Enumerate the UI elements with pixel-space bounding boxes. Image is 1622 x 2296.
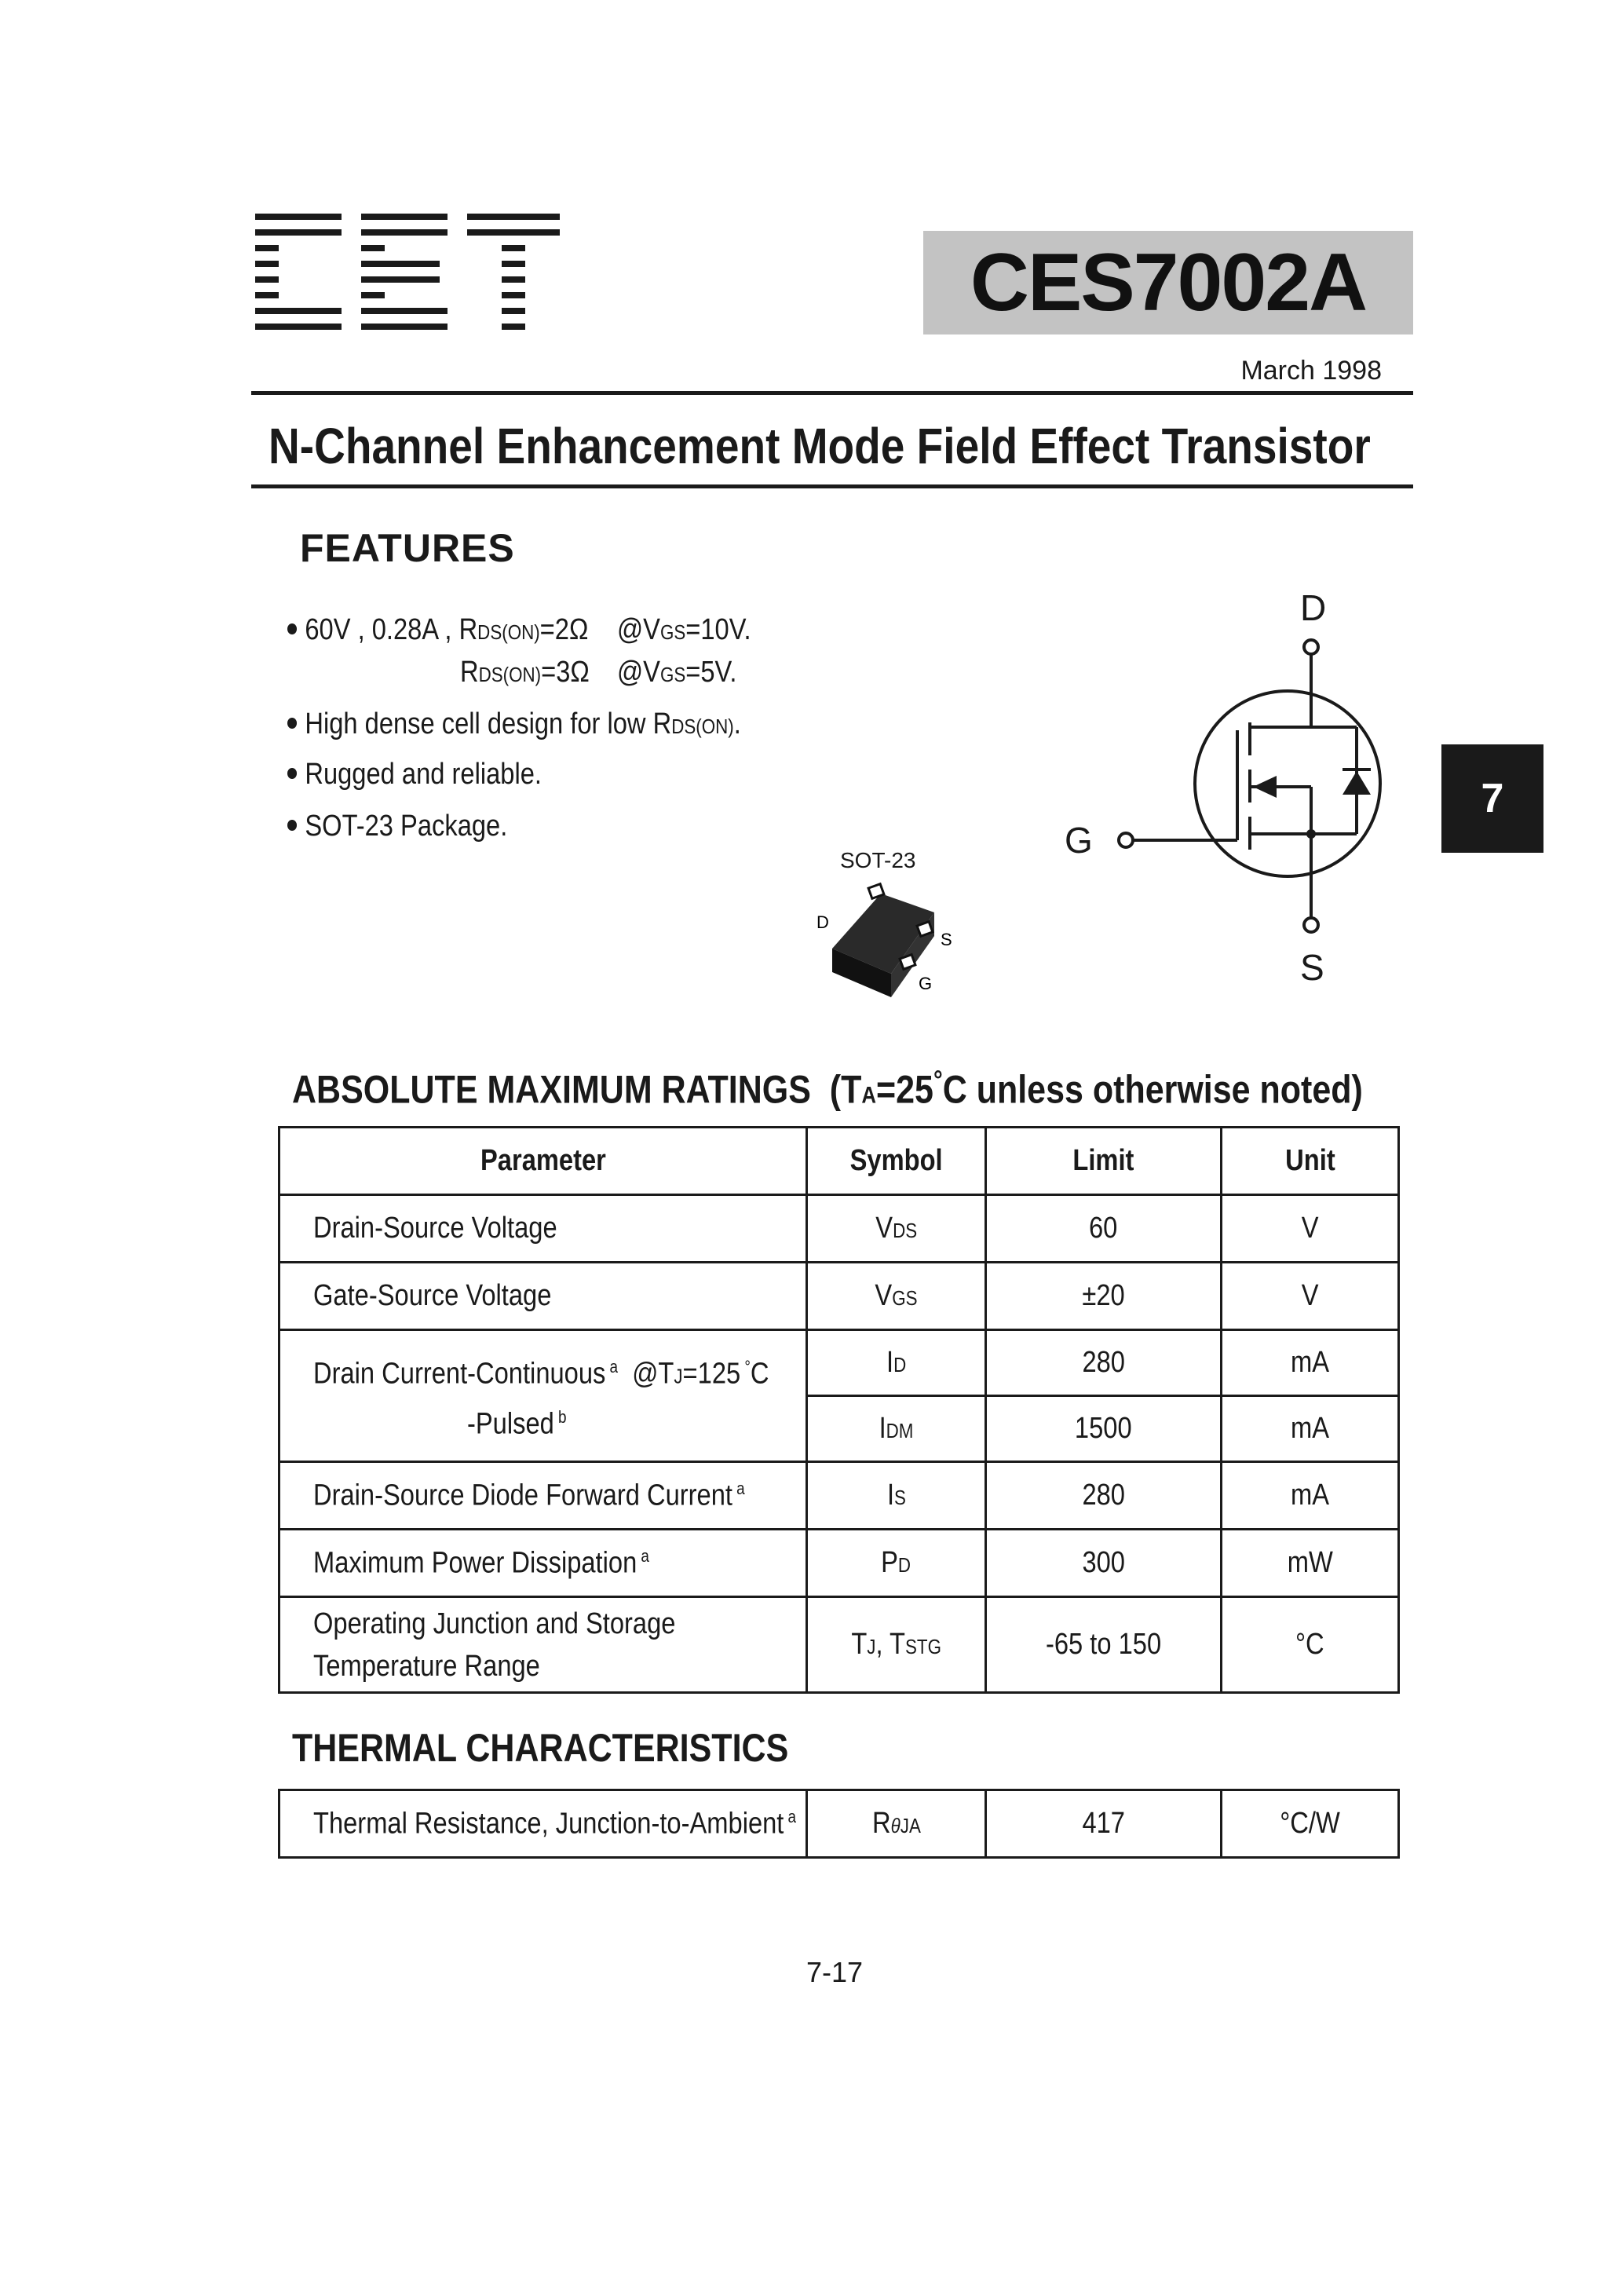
- column-header-parameter: Parameter: [279, 1128, 807, 1195]
- package-pin-g: G: [919, 974, 933, 993]
- mosfet-symbol-icon: [1052, 581, 1397, 1005]
- table-row: Thermal Resistance, Junction-to-Ambient $^a$ RθJA 417 °C/W: [279, 1790, 1399, 1858]
- table-row-drain-current: Drain Current-Continuous $^a$ @TJ=125 °C -Pulsed $^b$ ID 280 mA: [279, 1330, 1399, 1396]
- divider-title: [251, 484, 1413, 488]
- symbol-label-source: S: [1300, 947, 1324, 988]
- bullet-icon: [287, 768, 297, 779]
- column-header-limit: Limit: [986, 1128, 1222, 1195]
- bullet-icon: [287, 623, 297, 634]
- table-row-temperature: Operating Junction and Storage Temperature Range TJ, TSTG -65 to 150 °C: [279, 1597, 1399, 1693]
- part-number: CES7002A: [970, 237, 1367, 328]
- package-label: SOT-23: [840, 848, 916, 872]
- logo-letter-e: [361, 214, 448, 330]
- section-tab: 7: [1441, 744, 1543, 853]
- bullet-icon: [287, 820, 297, 831]
- column-header-unit: Unit: [1222, 1128, 1399, 1195]
- thermal-table: [278, 1789, 1400, 1859]
- logo-letter-t: [467, 214, 560, 330]
- table-header-row: [279, 1128, 1399, 1195]
- table-row-drain-pulsed: IDM 1500 mA: [279, 1396, 1399, 1462]
- thermal-heading: THERMAL CHARACTERISTICS: [292, 1726, 789, 1770]
- feature-item-rating-5v: RDS(ON)=3Ω @VGS=5V.: [460, 656, 737, 689]
- feature-item-rugged: Rugged and reliable.: [287, 755, 583, 793]
- column-header-symbol: Symbol: [807, 1128, 986, 1195]
- bullet-icon: [287, 718, 297, 729]
- table-row: Gate-Source Voltage VGS ±20 V: [279, 1263, 1399, 1330]
- document-title: N-Channel Enhancement Mode Field Effect Transistor: [269, 418, 1371, 474]
- package-pin-s: S: [941, 930, 952, 949]
- package-pin-d: D: [816, 912, 829, 932]
- logo-letter-c: [255, 214, 342, 330]
- feature-item-cell-design: High dense cell design for low RDS(ON).: [287, 705, 815, 745]
- document-date: March 1998: [1240, 356, 1382, 386]
- feature-item-package: SOT-23 Package.: [287, 807, 543, 845]
- page-number: 7-17: [806, 1956, 864, 1988]
- absolute-max-heading: ABSOLUTE MAXIMUM RATINGS (TA=25°C unless otherwise noted): [292, 1066, 1363, 1112]
- symbol-label-drain: D: [1300, 587, 1327, 628]
- cet-logo: [255, 214, 561, 339]
- features-heading: FEATURES: [300, 526, 515, 570]
- divider-top: [251, 391, 1413, 395]
- table-row: Maximum Power Dissipation $^a$ PD 300 mW: [279, 1530, 1399, 1597]
- part-number-box: [923, 231, 1413, 335]
- absolute-max-table: [278, 1126, 1400, 1694]
- table-row: Drain-Source Voltage VDS 60 V: [279, 1195, 1399, 1263]
- table-row: Drain-Source Diode Forward Current $^a$ IS 280 mA: [279, 1462, 1399, 1530]
- feature-item-rating-10v: 60V , 0.28A , RDS(ON)=2Ω @VGS=10V.: [287, 611, 637, 651]
- sot23-package-icon: [816, 879, 974, 1005]
- symbol-label-gate: G: [1065, 820, 1093, 861]
